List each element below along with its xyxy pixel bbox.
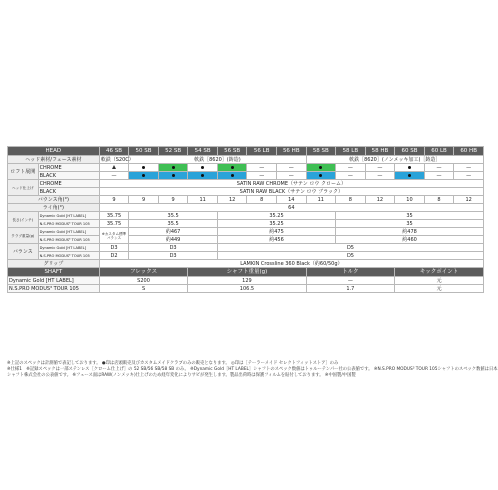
triangle-icon [112, 165, 116, 169]
shaft-dg-weight: 129 [188, 277, 306, 285]
dot-icon [319, 166, 322, 169]
loft-56lb: 56 LB [247, 147, 277, 156]
head-header-row [8, 147, 484, 156]
loft-black-58lb: — [336, 172, 366, 180]
length-ns-46: 35.75 [99, 220, 129, 228]
loft-54sb: 54 SB [188, 147, 218, 156]
dot-icon [319, 174, 322, 177]
bounce-58hb: 12 [365, 196, 395, 204]
spec-table [7, 146, 484, 293]
shaft-col-kick: キックポイント [395, 268, 484, 277]
footnote-line: シャフト株式会社の公表値です。 ※フェース面はRAW(ノンメッキ)仕上げのため経年変化によりサビが発生します。製品出荷時は保護フィルムを貼付しております。 ※中国製/中国製 [7, 373, 356, 379]
loft-50sb: 50 SB [129, 147, 159, 156]
balance-ns-row [8, 252, 484, 260]
weight-dg-56: 約475 [217, 228, 335, 236]
shaft-ns-weight: 106.5 [188, 285, 306, 293]
loft-chrome-56hb: — [277, 164, 307, 172]
finish-chrome-label: CHROME [38, 180, 99, 188]
finish-black-row [8, 188, 484, 196]
loft-chrome-60hb: — [454, 164, 484, 172]
loft-black-56sb [217, 172, 247, 180]
dot-icon [408, 166, 411, 169]
finish-black-value: SATIN RAW BLACK（サテン ロウ ブラック） [99, 188, 483, 196]
weight-dg-50-54: 約467 [129, 228, 218, 236]
loft-chrome-58lb: — [336, 164, 366, 172]
finish-chrome-value: SATIN RAW CHROME（サテン ロウ クローム） [99, 180, 483, 188]
loft-chrome-label: CHROME [38, 164, 99, 172]
loft-chrome-46sb [99, 164, 129, 172]
finish-chrome-row [8, 180, 484, 188]
balance-ns-50-54: D3 [129, 252, 218, 260]
loft-black-58hb: — [365, 172, 395, 180]
loft-58sb: 58 SB [306, 147, 336, 156]
shaft-col-torque: トルク [306, 268, 395, 277]
loft-60sb: 60 SB [395, 147, 425, 156]
weight-note: ※カスタム標準バランス [99, 228, 129, 244]
balance-ns-shaft: N.S.PRO MODUS³ TOUR 105 [38, 252, 99, 260]
shaft-ns-name: N.S.PRO MODUS³ TOUR 105 [8, 285, 100, 293]
footnote-line: ※上記のスペックは計測値で表記しております。 ●印は店頭販売及びカスタムメイドクラブのみの販売となります。 ◎印は［テーラーメイド セレクトフィットストア］のみ [7, 361, 339, 366]
shaft-dg-kick: 元 [395, 277, 484, 285]
length-ns-shaft: N.S.PRO MODUS³ TOUR 105 [38, 220, 99, 228]
spec-table-container [7, 146, 484, 293]
shaft-header-row [8, 268, 484, 277]
loft-black-46sb: — [99, 172, 129, 180]
length-dg-50-54: 35.5 [129, 212, 218, 220]
weight-label: クラブ重量(g) [8, 228, 39, 244]
bounce-46sb: 9 [99, 196, 129, 204]
dot-icon [408, 174, 411, 177]
dot-icon [142, 166, 145, 169]
balance-dg-shaft: Dynamic Gold [HT LABEL] [38, 244, 99, 252]
material-row [8, 156, 484, 164]
length-label: 長さ(インチ) [8, 212, 39, 228]
shaft-ns-flex: S [99, 285, 188, 293]
shaft-col-flex: フレックス [99, 268, 188, 277]
balance-dg-50-54: D3 [129, 244, 218, 252]
weight-dg-shaft: Dynamic Gold [HT LABEL] [38, 228, 99, 236]
bounce-56sb: 12 [217, 196, 247, 204]
bounce-54sb: 11 [188, 196, 218, 204]
dot-icon [231, 166, 234, 169]
grip-label: グリップ [8, 260, 100, 268]
balance-dg-56-60: D5 [217, 244, 483, 252]
balance-dg-row [8, 244, 484, 252]
shaft-col-weight: シャフト重量(g) [188, 268, 306, 277]
weight-dg-58-60: 約478 [336, 228, 484, 236]
material-v2: 軟鉄［8620］(ノンメッキ加工)［鋳造］ [306, 156, 483, 164]
loft-chrome-60sb [395, 164, 425, 172]
loft-46sb: 46 SB [99, 147, 129, 156]
dot-icon [172, 174, 175, 177]
loft-black-60sb [395, 172, 425, 180]
bounce-label: バウンス角(°) [8, 196, 100, 204]
material-label: ヘッド素材/フェース素材 [8, 156, 100, 164]
loft-chrome-52sb [158, 164, 188, 172]
lie-row [8, 204, 484, 212]
length-dg-56: 35.25 [217, 212, 335, 220]
grip-value: LAMKIN Crossline 360 Black（約60/50g） [99, 260, 483, 268]
loft-58hb: 58 HB [365, 147, 395, 156]
lie-value: 64 [99, 204, 483, 212]
loft-chrome-54sb [188, 164, 218, 172]
loft-chrome-56lb: — [247, 164, 277, 172]
loft-black-52sb [158, 172, 188, 180]
loft-chrome-58hb: — [365, 164, 395, 172]
length-dg-row [8, 212, 484, 220]
dot-icon [142, 174, 145, 177]
length-ns-50-54: 35.5 [129, 220, 218, 228]
shaft-ns-kick: 元 [395, 285, 484, 293]
loft-black-56hb: — [277, 172, 307, 180]
material-v1: 軟鉄［8620］(鋳造) [129, 156, 306, 164]
bounce-60lb: 8 [424, 196, 454, 204]
weight-ns-50-54: 約449 [129, 236, 218, 244]
loft-56hb: 56 HB [277, 147, 307, 156]
loft-60hb: 60 HB [454, 147, 484, 156]
dot-icon [201, 174, 204, 177]
balance-label: バランス [8, 244, 39, 260]
loft-chrome-60lb: — [424, 164, 454, 172]
weight-dg-row [8, 228, 484, 236]
loft-58lb: 58 LB [336, 147, 366, 156]
weight-ns-row [8, 236, 484, 244]
shaft-dg-flex: S200 [99, 277, 188, 285]
grip-row [8, 260, 484, 268]
bounce-52sb: 9 [158, 196, 188, 204]
length-dg-46: 35.75 [99, 212, 129, 220]
dot-icon [172, 166, 175, 169]
loft-black-row [8, 172, 484, 180]
balance-dg-46: D3 [99, 244, 129, 252]
length-dg-58-60: 35 [336, 212, 484, 220]
head-label: HEAD [8, 147, 100, 156]
footnotes [7, 361, 498, 380]
shaft-dg-torque: — [306, 277, 395, 285]
shaft-row-ns [8, 285, 484, 293]
finish-label: ヘッド仕上げ [8, 180, 39, 196]
loft-black-54sb [188, 172, 218, 180]
loft-black-58sb [306, 172, 336, 180]
length-dg-shaft: Dynamic Gold [HT LABEL] [38, 212, 99, 220]
length-ns-row [8, 220, 484, 228]
loft-black-60lb: — [424, 172, 454, 180]
loft-60lb: 60 LB [424, 147, 454, 156]
length-ns-56: 35.25 [217, 220, 335, 228]
shaft-dg-name: Dynamic Gold [HT LABEL] [8, 277, 100, 285]
shaft-row-dg [8, 277, 484, 285]
loft-black-50sb [129, 172, 159, 180]
bounce-58sb: 11 [306, 196, 336, 204]
material-forged: 軟鉄（S20C） [100, 156, 134, 163]
balance-ns-46: D2 [99, 252, 129, 260]
loft-black-label: BLACK [38, 172, 99, 180]
bounce-56lb: 8 [247, 196, 277, 204]
shaft-ns-torque: 1.7 [306, 285, 395, 293]
bounce-60hb: 12 [454, 196, 484, 204]
shaft-label: SHAFT [8, 268, 100, 277]
bounce-56hb: 14 [277, 196, 307, 204]
loft-black-56lb: — [247, 172, 277, 180]
bounce-row [8, 196, 484, 204]
loft-chrome-row [8, 164, 484, 172]
balance-ns-56-60: D5 [217, 252, 483, 260]
bounce-58lb: 8 [336, 196, 366, 204]
bounce-50sb: 9 [129, 196, 159, 204]
bounce-60sb: 10 [395, 196, 425, 204]
length-ns-58-60: 35 [336, 220, 484, 228]
loft-chrome-50sb [129, 164, 159, 172]
footnote-line: ※仕様1 ※記録スペックは一部ステンレス［クローム仕上げ］の 52 SB/56 SB/58 SB のみ。 ※Dynamic Gold［HT LABEL］シャフトのスペック数値はトゥルーテンパー社の公表値です。 ※N.S.PRO MODUS³ TOUR 105シャフトのスペック数値は日本 [7, 367, 498, 373]
loft-chrome-58sb [306, 164, 336, 172]
dot-icon [201, 166, 204, 169]
lie-label: ライ角(°) [8, 204, 100, 212]
finish-black-label: BLACK [38, 188, 99, 196]
dot-icon [231, 174, 234, 177]
weight-ns-56: 約456 [217, 236, 335, 244]
loft-52sb: 52 SB [158, 147, 188, 156]
loft-chrome-56sb [217, 164, 247, 172]
loft-56sb: 56 SB [217, 147, 247, 156]
weight-ns-58-60: 約460 [336, 236, 484, 244]
loft-black-60hb: — [454, 172, 484, 180]
weight-ns-shaft: N.S.PRO MODUS³ TOUR 105 [38, 236, 99, 244]
loft-dev-label: ロフト展開 [8, 164, 39, 180]
